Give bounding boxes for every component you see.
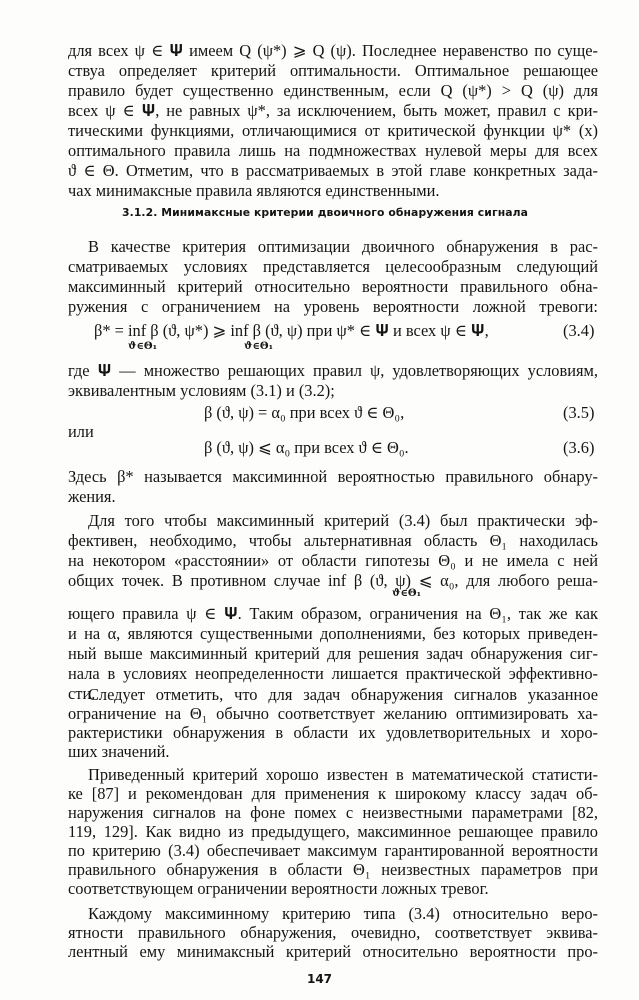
inline-subscript: ϑ∈Θ₁ [392, 588, 421, 599]
text-line: соответствующем ограничении вероятности ложных тревог. [68, 879, 489, 898]
text-line: общих точек. В противном случае inf β (ϑ, ψ) ⩽ α₀, для любого реша- [68, 571, 598, 590]
text-line: правильного обнаружения в области Θ₁ неизвестных параметров при [68, 860, 598, 879]
equation-number: (3.5) [563, 403, 595, 422]
text-line: на некотором «расстоянии» от области гипотезы Θ₀ и не имела с ней [68, 551, 598, 570]
text-line: ющего правила ψ ∈ 𝚿. Таким образом, ограничения на Θ₁, так же как [68, 604, 598, 623]
text-line: эквивалентным условиям (3.1) и (3.2); [68, 381, 335, 400]
text-line: нала в условиях неопределенности лишается практической эффективно- [68, 664, 598, 683]
text-line: 119, 129]. Как видно из предыдущего, максиминное решающее правило [68, 822, 598, 841]
text-line: всех ψ ∈ 𝚿, не равных ψ*, за исключением, быть может, правил с кри- [68, 101, 598, 120]
text-line: Каждому максиминному критерию типа (3.4) относительно веро- [88, 904, 598, 923]
text-line: ке [87] и рекомендован для применения к широкому классу задач об- [68, 784, 598, 803]
text-line: ϑ ∈ Θ. Отметим, что в рассматриваемых в этой главе конкретных зада- [68, 161, 598, 180]
text-line: по критерию (3.4) обеспечивает максимум гарантированной вероятности [68, 841, 598, 860]
text-line: и на α, являются существенными дополнениями, без которых приведен- [68, 624, 598, 643]
text-line: или [68, 422, 94, 441]
text-line: чах минимаксные правила являются единственными. [68, 181, 440, 200]
equation-subscript: ϑ∈Θ₁ [244, 341, 273, 352]
equation-3-6: β (ϑ, ψ) ⩽ α₀ при всех ϑ ∈ Θ₀. [204, 438, 409, 457]
text-line: лентный ему минимаксный критерий относительно вероятности про- [68, 942, 598, 961]
section-heading: 3.1.2. Минимаксные критерии двоичного обнаружения сигнала [122, 206, 529, 219]
equation-number: (3.4) [563, 321, 595, 340]
text-line: сти. [68, 684, 96, 703]
text-line: ших значений. [68, 742, 170, 761]
text-line: Для того чтобы максиминный критерий (3.4) был практически эф- [88, 511, 598, 530]
text-line: Приведенный критерий хорошо известен в математической статисти- [88, 765, 598, 784]
text-line: ствуа определяет критерий оптимальности. Оптимальное решающее [68, 61, 598, 80]
text-line: Здесь β* называется максиминной вероятностью правильного обнару- [68, 467, 598, 486]
text-line: где 𝚿 — множество решающих правил ψ, удовлетворяющих условиям, [68, 361, 598, 380]
equation-3-4: β* = inf β (ϑ, ψ*) ⩾ inf β (ϑ, ψ) при ψ* ∈ 𝚿 и всех ψ ∈ 𝚿, [94, 321, 489, 340]
text-line: ружения с ограничением на уровень вероятности ложной тревоги: [68, 297, 598, 316]
text-line: ограничение на Θ₁ обычно соответствует желанию оптимизировать ха- [68, 704, 598, 723]
text-line: В качестве критерия оптимизации двоичного обнаружения в рас- [88, 237, 598, 256]
text-line: ный выше максиминный критерий для решения задач обнаружения сиг- [68, 644, 598, 663]
text-line: рактеристики обнаружения в области их удовлетворительных и хоро- [68, 723, 598, 742]
equation-number: (3.6) [563, 438, 595, 457]
text-line: фективен, необходимо, чтобы альтернативная область Θ₁ находилась [68, 531, 598, 550]
text-line: правило будет существенно единственным, если Q (ψ*) > Q (ψ) для [68, 81, 598, 100]
text-line: для всех ψ ∈ 𝚿 имеем Q (ψ*) ⩾ Q (ψ). Последнее неравенство по суще- [68, 41, 598, 60]
text-line: жения. [68, 487, 116, 506]
text-line: тическими функциями, отличающимися от критической функции ψ* (x) [68, 121, 598, 140]
text-line: сматриваемых условиях представляется целесообразным следующий [68, 257, 598, 276]
equation-3-5: β (ϑ, ψ) = α₀ при всех ϑ ∈ Θ₀, [204, 403, 405, 422]
text-line: оптимального правила лишь на подмножествах нулевой меры для всех [68, 141, 598, 160]
text-line: максиминный критерий относительно вероятности правильного обна- [68, 277, 598, 296]
text-line: Следует отметить, что для задач обнаружения сигналов указанное [88, 685, 598, 704]
equation-subscript: ϑ∈Θ₁ [128, 341, 157, 352]
text-line: наружения сигналов на фоне помех с неизвестными параметрами [82, [68, 803, 598, 822]
text-line: ятности правильного обнаружения, очевидно, соответствует эквива- [68, 923, 598, 942]
page-number: 147 [306, 972, 333, 986]
